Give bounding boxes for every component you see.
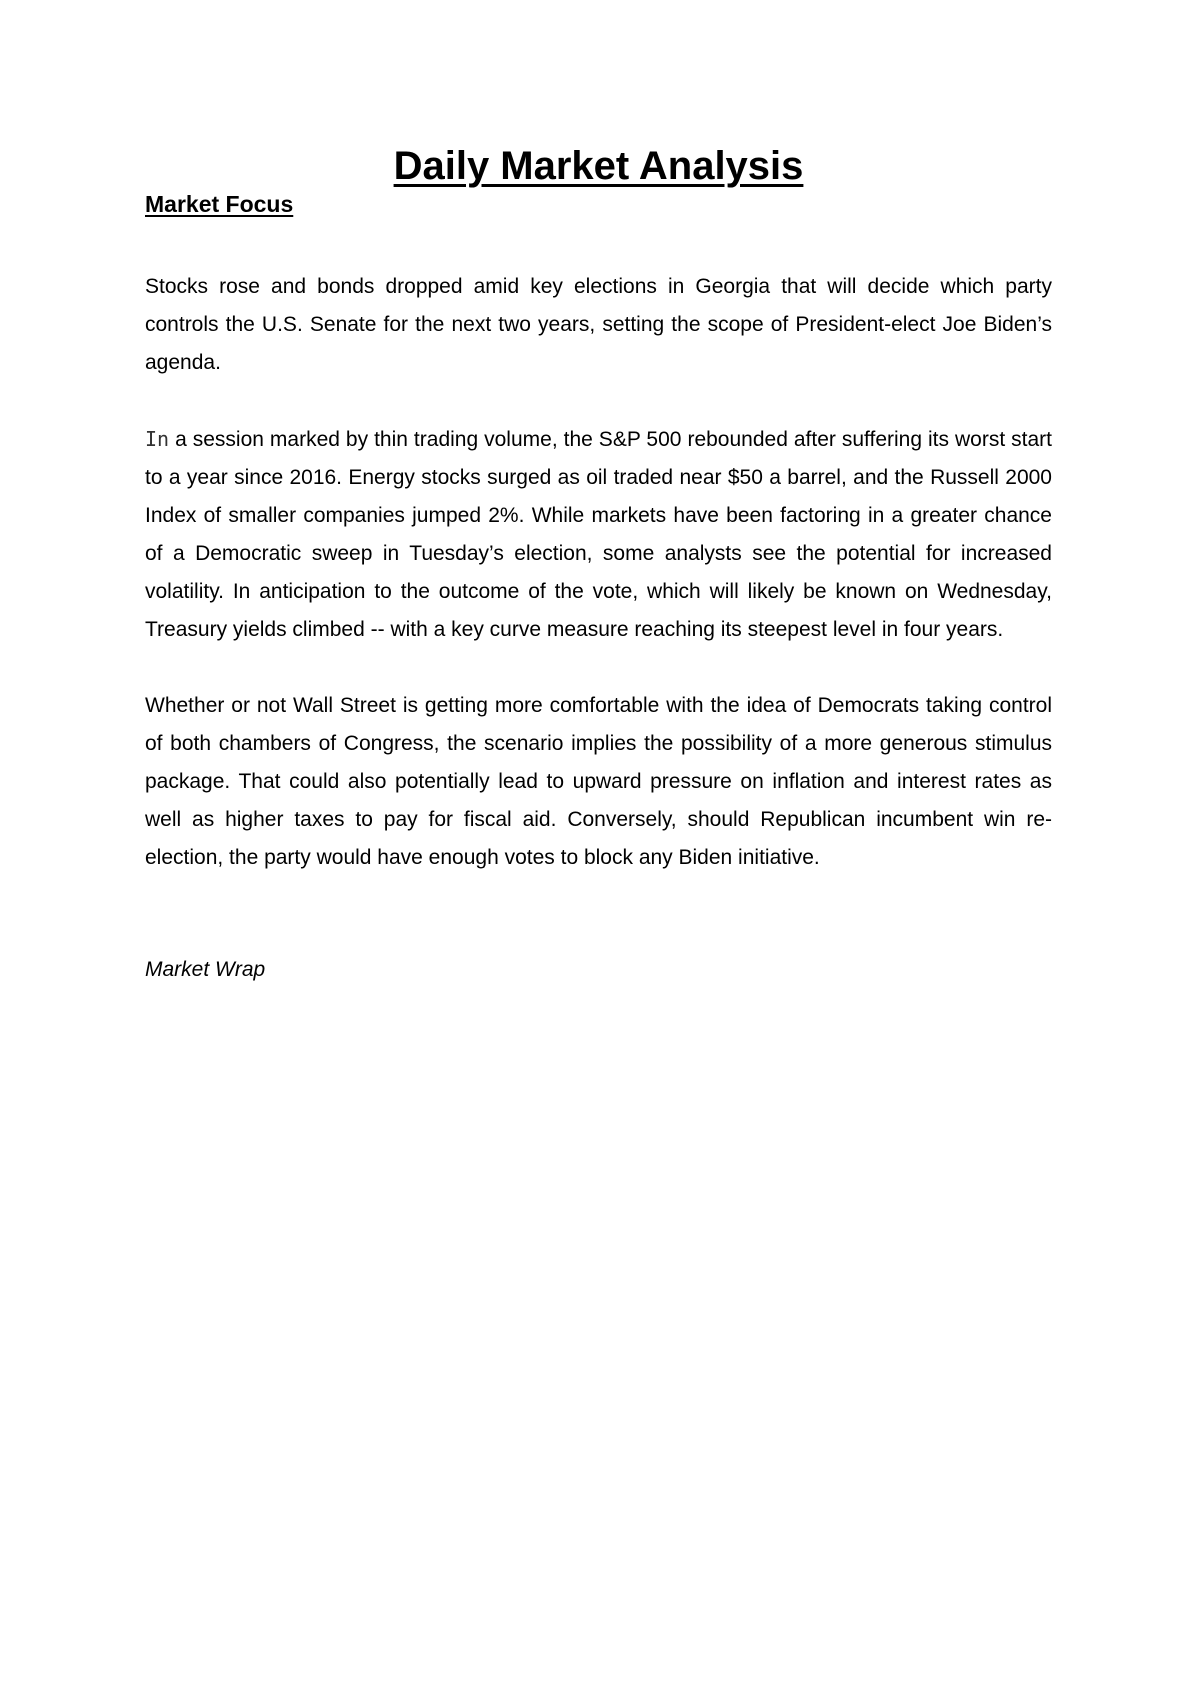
paragraph-1: Stocks rose and bonds dropped amid key elections in Georgia that will decide which party controls the U.S. Senate for the next two years, setting the scope of President-elect Joe Biden’s agenda. (145, 275, 1052, 374)
document-page (145, 140, 1052, 989)
paragraph-2-body: a session marked by thin trading volume, the S&P 500 rebounded after suffering its worst start to a year since 2016. Energy stocks surged as oil traded near $50 a barrel, and the Russell 2000 Index of smaller companies jumped 2%. While markets have been factoring in a greater chance of a Democratic sweep in Tuesday’s election, some analysts see the potential for increased volatility. In anticipation to the outcome of the vote, which will likely be known on Wednesday, Treasury yields climbed -- with a key curve measure reaching its steepest level in four years. (145, 428, 1052, 641)
paragraph-2-lead-word: In (145, 427, 170, 451)
page-title: Daily Market Analysis (393, 144, 804, 188)
section-heading-market-focus: Market Focus (145, 191, 294, 217)
paragraph-2 (145, 420, 1052, 649)
paragraph-3: Whether or not Wall Street is getting more comfortable with the idea of Democrats taking control of both chambers of Congress, the scenario implies the possibility of a more generous stimulus package. That could also potentially lead to upward pressure on inflation and interest rates as well as higher taxes to pay for fiscal aid. Conversely, should Republican incumbent win re-election, the party would have enough votes to block any Biden initiative. (145, 694, 1052, 869)
subsection-label-market-wrap: Market Wrap (145, 958, 266, 981)
